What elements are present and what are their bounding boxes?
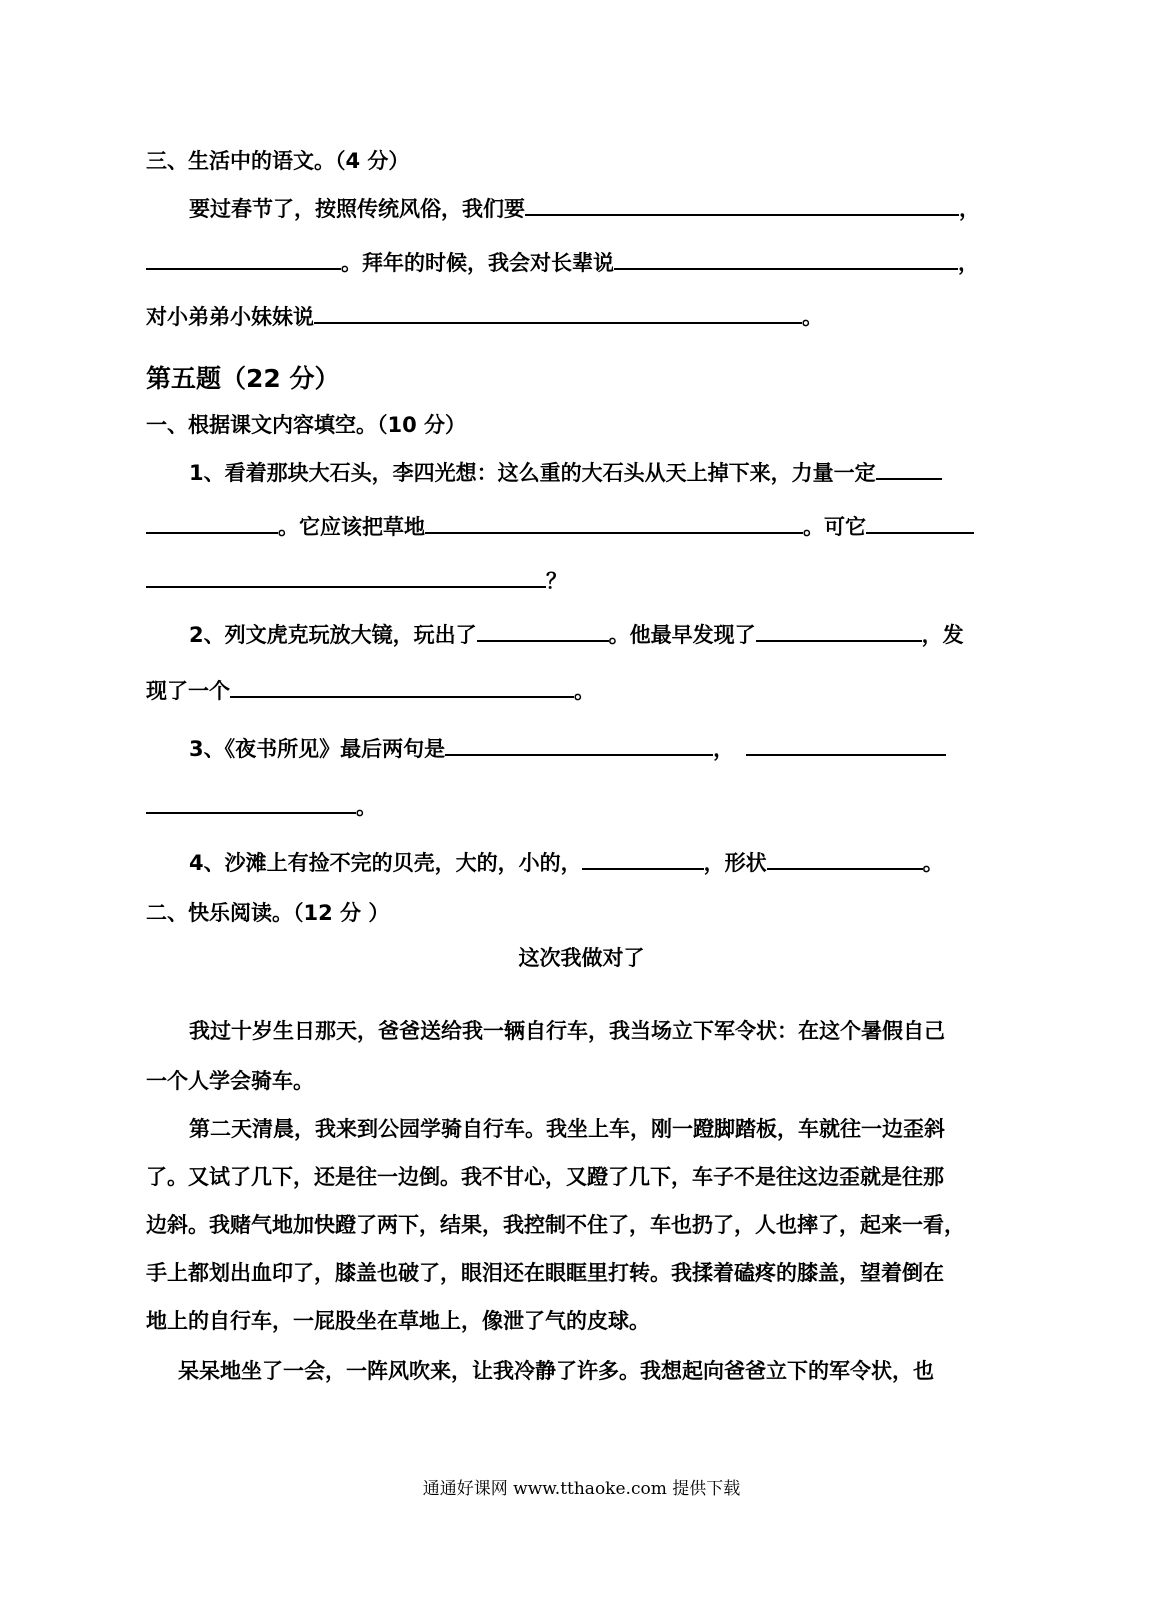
answer-blank[interactable] — [477, 618, 609, 642]
line-text: 。拜年的时候，我会对长辈说 — [341, 251, 614, 275]
line-text: 1、看着那块大石头，李四光想：这么重的大石头从天上掉下来，力量一定 — [189, 461, 876, 485]
line-text: ， — [713, 737, 735, 761]
passage-line: 我过十岁生日那天，爸爸送给我一辆自行车，我当场立下军令状：在这个暑假自己 — [189, 1019, 945, 1043]
answer-blank[interactable] — [146, 246, 341, 270]
line-text: 。他最早发现了 — [608, 623, 756, 647]
line-text: ， — [958, 251, 979, 275]
passage-line: 一个人学会骑车。 — [146, 1069, 314, 1093]
line-text: 要过春节了，按照传统风俗，我们要 — [189, 197, 525, 221]
answer-blank[interactable] — [146, 564, 546, 588]
answer-blank[interactable] — [425, 510, 803, 534]
answer-blank[interactable] — [525, 192, 959, 216]
answer-blank[interactable] — [876, 456, 942, 480]
line-text: 。 — [574, 679, 595, 703]
answer-blank[interactable] — [767, 846, 923, 870]
page-footer: 通通好课网 www.tthaoke.com 提供下载 — [422, 1479, 741, 1499]
line-text: 2、列文虎克玩放大镜，玩出了 — [189, 623, 477, 647]
text-line — [146, 674, 1163, 706]
passage-line: 边斜。我赌气地加快蹬了两下，结果，我控制不住了，车也扔了，人也摔了，起来一看， — [146, 1213, 965, 1237]
passage-line: 地上的自行车，一屁股坐在草地上，像泄了气的皮球。 — [146, 1309, 650, 1333]
answer-blank[interactable] — [146, 790, 356, 814]
answer-blank[interactable] — [582, 846, 704, 870]
line-text: 4、沙滩上有捡不完的贝壳，大的，小的， — [189, 851, 582, 875]
line-text: 对小弟弟小妹妹说 — [146, 305, 314, 329]
line-text: 3、《夜书所见》最后两句是 — [189, 737, 446, 761]
answer-blank[interactable] — [866, 510, 974, 534]
line-text: 。可它 — [803, 515, 866, 539]
line-text: ？ — [546, 569, 567, 593]
passage-title: 这次我做对了 — [518, 946, 645, 970]
answer-blank[interactable] — [314, 300, 802, 324]
text-line — [146, 510, 1163, 542]
section-heading: 一、根据课文内容填空。（10 分） — [146, 413, 467, 437]
passage-line: 了。又试了几下，还是往一边倒。我不甘心，又蹬了几下，车子不是往这边歪就是往那 — [146, 1165, 944, 1189]
line-text: ，发 — [921, 623, 964, 647]
passage-line: 手上都划出血印了，膝盖也破了，眼泪还在眼眶里打转。我揉着磕疼的膝盖，望着倒在 — [146, 1261, 944, 1285]
text-line — [189, 732, 1163, 764]
text-line — [146, 246, 1163, 278]
question-title: 第五题（22 分） — [146, 364, 340, 393]
passage-line: 第二天清晨，我来到公园学骑自行车。我坐上车，刚一蹬脚踏板，车就往一边歪斜 — [189, 1117, 945, 1141]
answer-blank[interactable] — [146, 510, 278, 534]
text-line — [189, 846, 1163, 878]
passage-line: 呆呆地坐了一会，一阵风吹来，让我冷静了许多。我想起向爸爸立下的军令状，也 — [178, 1359, 934, 1383]
answer-blank[interactable] — [614, 246, 958, 270]
line-text: 。它应该把草地 — [278, 515, 425, 539]
line-text: ，形状 — [703, 851, 767, 875]
answer-blank[interactable] — [445, 732, 713, 756]
line-text: 现了一个 — [146, 679, 230, 703]
text-line — [146, 300, 1163, 332]
section-heading: 二、快乐阅读。（12 分 ） — [146, 901, 390, 925]
answer-blank[interactable] — [756, 618, 922, 642]
section-heading: 三、生活中的语文。（4 分） — [146, 149, 410, 173]
line-text: 。 — [922, 851, 944, 875]
text-line — [189, 192, 1163, 224]
text-line — [189, 618, 1163, 650]
text-line — [146, 564, 1163, 596]
line-text: ， — [959, 197, 980, 221]
answer-blank[interactable] — [746, 732, 946, 756]
answer-blank[interactable] — [230, 674, 574, 698]
text-line — [189, 456, 1163, 488]
line-text: 。 — [356, 795, 377, 819]
line-text: 。 — [802, 305, 823, 329]
text-line — [146, 790, 1163, 822]
